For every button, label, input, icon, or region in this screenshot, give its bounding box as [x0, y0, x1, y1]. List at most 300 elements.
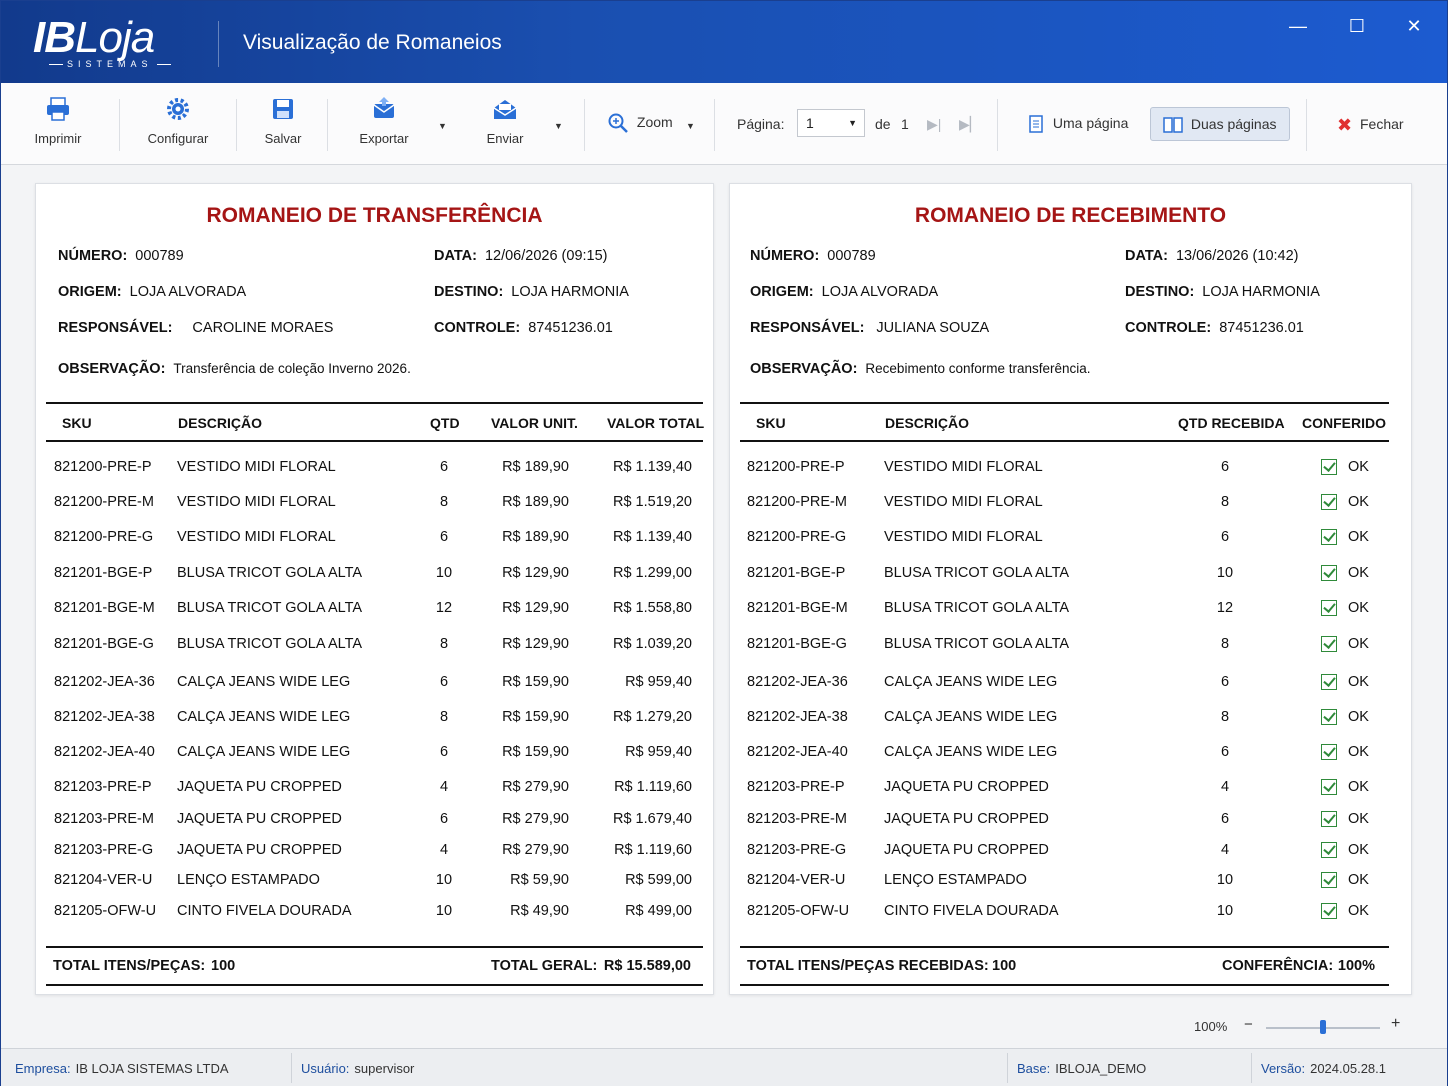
field-label: ORIGEM:: [750, 284, 814, 300]
checkbox-checked-icon: [1321, 529, 1337, 545]
cell-sku: 821203-PRE-M: [747, 811, 847, 827]
cell-sku: 821201-BGE-M: [747, 600, 848, 616]
logo-ib: IB: [33, 13, 75, 62]
cell-descricao: JAQUETA PU CROPPED: [177, 779, 342, 795]
cell-descricao: VESTIDO MIDI FLORAL: [884, 494, 1043, 510]
zoom-value: 100%: [1194, 1019, 1228, 1034]
cell-sku: 821200-PRE-P: [54, 459, 152, 475]
transfer-title: ROMANEIO DE TRANSFERÊNCIA: [206, 204, 543, 227]
checkbox-checked-icon: [1321, 636, 1337, 652]
field-value: LOJA ALVORADA: [129, 284, 247, 300]
receipt-origem: [750, 284, 938, 300]
cell-qtd-recebida: 8: [1220, 636, 1230, 652]
cell-qtd-recebida: 8: [1220, 709, 1230, 725]
export-button[interactable]: [353, 95, 415, 146]
receipt-destino: [1125, 284, 1320, 300]
zoom-in-button[interactable]: +: [1391, 1015, 1401, 1032]
cell-valor-total: R$ 959,40: [625, 674, 692, 690]
cell-sku: 821203-PRE-M: [54, 811, 154, 827]
transfer-numero: [58, 248, 184, 264]
toolbar-separator: [1306, 99, 1307, 151]
table-row: [46, 837, 703, 867]
field-value: 000789: [135, 248, 184, 264]
field-label: DATA:: [434, 248, 477, 264]
table-row: [740, 454, 1389, 484]
magnifier-icon: [607, 112, 629, 134]
title-separator: [218, 21, 219, 67]
transfer-table-footer: [46, 946, 703, 986]
field-value: 12/06/2026 (09:15): [484, 248, 608, 264]
cell-sku: 821202-JEA-38: [747, 709, 848, 725]
total-received-label: TOTAL ITENS/PEÇAS RECEBIDAS:: [747, 958, 989, 974]
cell-descricao: JAQUETA PU CROPPED: [177, 842, 342, 858]
cell-qtd: 6: [439, 529, 449, 545]
table-row: [46, 595, 703, 625]
checkbox-checked-icon: [1321, 459, 1337, 475]
field-value: 87451236.01: [528, 320, 613, 336]
save-label: Salvar: [264, 131, 302, 146]
table-row: [740, 669, 1389, 699]
cell-qtd: 6: [439, 459, 449, 475]
checkbox-checked-icon: [1321, 709, 1337, 725]
receipt-title: ROMANEIO DE RECEBIMENTO: [914, 204, 1227, 227]
cell-conferido: OK: [1348, 779, 1369, 795]
cell-qtd: 6: [439, 744, 449, 760]
cell-sku: 821201-BGE-P: [54, 565, 153, 581]
cell-qtd-recebida: 6: [1220, 529, 1230, 545]
cell-sku: 821201-BGE-G: [54, 636, 154, 652]
field-label: NÚMERO:: [58, 248, 128, 264]
cell-descricao: VESTIDO MIDI FLORAL: [177, 459, 336, 475]
total-items-value: 100: [211, 958, 236, 974]
cell-conferido: OK: [1348, 494, 1369, 510]
toolbar-separator: [584, 99, 585, 151]
zoom-button[interactable]: [607, 112, 673, 134]
cell-sku: 821205-OFW-U: [747, 903, 850, 919]
receipt-data: [1125, 248, 1299, 264]
zoom-out-button[interactable]: −: [1244, 1016, 1253, 1033]
mail-icon: [491, 95, 519, 123]
receipt-page: [729, 183, 1412, 995]
cell-qtd-recebida: 4: [1220, 842, 1230, 858]
floppy-icon: [269, 95, 297, 123]
maximize-button[interactable]: ☐: [1348, 16, 1366, 36]
cell-valor-unit: R$ 129,90: [502, 600, 569, 616]
cell-sku: 821205-OFW-U: [54, 903, 157, 919]
field-value: CAROLINE MORAES: [192, 320, 334, 336]
cell-valor-unit: R$ 159,90: [502, 744, 569, 760]
toolbar-separator: [327, 99, 328, 151]
table-row: [46, 898, 703, 928]
checkbox-checked-icon: [1321, 494, 1337, 510]
cell-valor-unit: R$ 189,90: [502, 529, 569, 545]
of-label: de: [875, 116, 891, 132]
table-row: [740, 806, 1389, 836]
cell-conferido: OK: [1348, 636, 1369, 652]
cell-qtd-recebida: 6: [1220, 459, 1230, 475]
cell-qtd: 8: [439, 709, 449, 725]
cell-descricao: CALÇA JEANS WIDE LEG: [884, 744, 1058, 760]
field-label: ORIGEM:: [58, 284, 122, 300]
cell-descricao: VESTIDO MIDI FLORAL: [884, 459, 1043, 475]
two-pages-icon: [1163, 116, 1183, 134]
col-conferido: CONFERIDO: [1302, 415, 1386, 431]
cell-qtd: 6: [439, 811, 449, 827]
table-row: [740, 489, 1389, 519]
cell-descricao: BLUSA TRICOT GOLA ALTA: [177, 565, 363, 581]
configure-label: Configurar: [147, 131, 209, 146]
page-select-value: 1: [806, 115, 814, 131]
cell-sku: 821202-JEA-36: [54, 674, 155, 690]
receipt-observacao: [750, 361, 1091, 377]
cell-conferido: OK: [1348, 600, 1369, 616]
cell-valor-total: R$ 1.119,60: [614, 842, 692, 858]
cell-conferido: OK: [1348, 872, 1369, 888]
next-page-icon[interactable]: ▶|: [927, 116, 942, 132]
cell-descricao: JAQUETA PU CROPPED: [884, 842, 1049, 858]
cell-qtd: 8: [439, 636, 449, 652]
gear-icon: [164, 95, 192, 123]
cell-valor-total: R$ 1.119,60: [614, 779, 692, 795]
cell-valor-unit: R$ 129,90: [502, 636, 569, 652]
field-label: DESTINO:: [1125, 284, 1195, 300]
field-label: DESTINO:: [434, 284, 504, 300]
table-row: [46, 489, 703, 519]
cell-descricao: CALÇA JEANS WIDE LEG: [884, 709, 1058, 725]
transfer-origem: [58, 284, 246, 300]
table-row: [46, 739, 703, 769]
table-row: [740, 595, 1389, 625]
cell-descricao: VESTIDO MIDI FLORAL: [177, 494, 336, 510]
close-report-button[interactable]: [1325, 107, 1416, 141]
field-label: CONTROLE:: [1125, 320, 1212, 336]
table-row: [740, 739, 1389, 769]
chevron-down-icon: ▼: [848, 118, 857, 128]
status-value: supervisor: [354, 1061, 415, 1076]
cell-valor-unit: R$ 129,90: [502, 565, 569, 581]
cell-qtd: 6: [439, 674, 449, 690]
table-row: [46, 669, 703, 699]
table-row: [740, 560, 1389, 590]
close-report-label: Fechar: [1359, 116, 1404, 133]
cell-descricao: CINTO FIVELA DOURADA: [884, 903, 1059, 919]
total-received-value: 100: [992, 958, 1017, 974]
field-value: 13/06/2026 (10:42): [1175, 248, 1299, 264]
checkbox-checked-icon: [1321, 600, 1337, 616]
cell-valor-total: R$ 1.139,40: [612, 459, 692, 475]
cell-qtd-recebida: 8: [1220, 494, 1230, 510]
status-value: IBLOJA_DEMO: [1055, 1061, 1147, 1076]
table-row: [740, 774, 1389, 804]
configure-button[interactable]: [141, 95, 215, 146]
printer-icon: [44, 95, 72, 123]
checkbox-checked-icon: [1321, 903, 1337, 919]
send-dropdown-icon[interactable]: ▼: [554, 121, 563, 131]
cell-qtd: 4: [439, 842, 449, 858]
cell-valor-unit: R$ 159,90: [502, 674, 569, 690]
single-page-label: Uma página: [1052, 115, 1129, 131]
transfer-data: [434, 248, 608, 264]
transfer-destino: [434, 284, 629, 300]
cell-valor-total: R$ 1.279,20: [612, 709, 692, 725]
cell-valor-total: R$ 959,40: [625, 744, 692, 760]
single-page-button[interactable]: [1015, 107, 1140, 141]
cell-descricao: JAQUETA PU CROPPED: [884, 811, 1049, 827]
checkbox-checked-icon: [1321, 811, 1337, 827]
cell-conferido: OK: [1348, 903, 1369, 919]
cell-sku: 821202-JEA-38: [54, 709, 155, 725]
page-label: Página:: [737, 116, 785, 132]
cell-qtd-recebida: 10: [1216, 872, 1234, 888]
toolbar-separator: [236, 99, 237, 151]
field-value: Recebimento conforme transferência.: [865, 361, 1091, 376]
cell-sku: 821200-PRE-P: [747, 459, 845, 475]
cell-valor-total: R$ 1.299,00: [612, 565, 692, 581]
send-button[interactable]: [479, 95, 531, 146]
single-page-icon: [1027, 115, 1045, 133]
receipt-table-footer: [740, 946, 1389, 986]
total-items-label: TOTAL ITENS/PEÇAS:: [53, 958, 206, 974]
field-value: LOJA HARMONIA: [511, 284, 629, 300]
col-sku: SKU: [62, 415, 92, 431]
cell-sku: 821203-PRE-G: [747, 842, 847, 858]
field-label: RESPONSÁVEL:: [58, 320, 173, 336]
checkbox-checked-icon: [1321, 674, 1337, 690]
receipt-controle: [1125, 320, 1304, 336]
cell-sku: 821202-JEA-40: [747, 744, 848, 760]
toolbar-separator: [997, 99, 998, 151]
cell-descricao: CALÇA JEANS WIDE LEG: [884, 674, 1058, 690]
cell-descricao: BLUSA TRICOT GOLA ALTA: [177, 600, 363, 616]
cell-valor-unit: R$ 59,90: [510, 872, 569, 888]
table-row: [740, 837, 1389, 867]
zoom-label: Zoom: [636, 113, 673, 130]
cell-sku: 821200-PRE-M: [54, 494, 154, 510]
cell-sku: 821203-PRE-P: [54, 779, 152, 795]
receipt-numero: [750, 248, 876, 264]
cell-qtd-recebida: 10: [1216, 565, 1234, 581]
status-separator: [1007, 1053, 1008, 1083]
col-descricao: DESCRIÇÃO: [178, 415, 263, 431]
field-value: LOJA ALVORADA: [821, 284, 939, 300]
table-row: [46, 774, 703, 804]
cell-descricao: CALÇA JEANS WIDE LEG: [177, 709, 351, 725]
cell-qtd: 10: [435, 903, 453, 919]
cell-qtd: 12: [435, 600, 453, 616]
transfer-table-header: [46, 402, 703, 442]
cell-qtd: 4: [439, 779, 449, 795]
status-label: Empresa:: [15, 1061, 71, 1076]
cell-descricao: CALÇA JEANS WIDE LEG: [177, 744, 351, 760]
status-value: IB LOJA SISTEMAS LTDA: [75, 1061, 229, 1076]
cell-descricao: BLUSA TRICOT GOLA ALTA: [884, 600, 1070, 616]
cell-qtd: 10: [435, 872, 453, 888]
export-icon: [370, 95, 398, 123]
cell-qtd: 10: [435, 565, 453, 581]
col-valor-total: VALOR TOTAL: [607, 415, 705, 431]
field-label: OBSERVAÇÃO:: [750, 361, 858, 377]
status-usuario: [301, 1061, 414, 1076]
table-row: [740, 704, 1389, 734]
cell-descricao: BLUSA TRICOT GOLA ALTA: [884, 565, 1070, 581]
status-label: Base:: [1017, 1061, 1051, 1076]
cell-valor-unit: R$ 49,90: [510, 903, 569, 919]
cell-sku: 821202-JEA-36: [747, 674, 848, 690]
toolbar-separator: [714, 99, 715, 151]
close-window-button[interactable]: ✕: [1406, 16, 1422, 36]
logo-word: Loja: [75, 13, 155, 62]
col-valor-unit: VALOR UNIT.: [491, 415, 578, 431]
cell-conferido: OK: [1348, 811, 1369, 827]
cell-sku: 821203-PRE-G: [54, 842, 154, 858]
logo-sub: SISTEMAS: [45, 59, 193, 69]
status-bar: [1, 1048, 1447, 1086]
cell-valor-unit: R$ 189,90: [502, 494, 569, 510]
status-empresa: [15, 1061, 229, 1076]
cell-valor-unit: R$ 189,90: [502, 459, 569, 475]
cell-sku: 821201-BGE-P: [747, 565, 846, 581]
table-row: [46, 454, 703, 484]
send-label: Enviar: [486, 131, 524, 146]
cell-valor-total: R$ 1.519,20: [612, 494, 692, 510]
cell-descricao: LENÇO ESTAMPADO: [884, 872, 1027, 888]
page-select[interactable]: [797, 109, 865, 137]
cell-conferido: OK: [1348, 674, 1369, 690]
cell-sku: 821202-JEA-40: [54, 744, 155, 760]
total-geral-value: R$ 15.589,00: [603, 958, 691, 974]
cell-valor-unit: R$ 279,90: [502, 842, 569, 858]
zoom-dropdown-icon[interactable]: ▼: [686, 121, 695, 131]
two-pages-label: Duas páginas: [1190, 116, 1277, 132]
cell-qtd: 8: [439, 494, 449, 510]
export-label: Exportar: [359, 131, 409, 146]
cell-qtd-recebida: 12: [1216, 600, 1234, 616]
toolbar: [1, 83, 1447, 165]
print-button[interactable]: [27, 95, 89, 146]
zoom-slider-thumb[interactable]: [1320, 1020, 1326, 1034]
cell-sku: 821204-VER-U: [54, 872, 153, 888]
field-label: RESPONSÁVEL:: [750, 320, 865, 336]
window-title: Visualização de Romaneios: [243, 31, 502, 54]
cell-sku: 821203-PRE-P: [747, 779, 845, 795]
field-label: OBSERVAÇÃO:: [58, 361, 166, 377]
cell-qtd-recebida: 6: [1220, 744, 1230, 760]
field-label: NÚMERO:: [750, 248, 820, 264]
checkbox-checked-icon: [1321, 565, 1337, 581]
status-separator: [1251, 1053, 1252, 1083]
cell-sku: 821201-BGE-G: [747, 636, 847, 652]
checkbox-checked-icon: [1321, 779, 1337, 795]
col-descricao: DESCRIÇÃO: [885, 415, 970, 431]
table-row: [740, 867, 1389, 897]
field-value: LOJA HARMONIA: [1202, 284, 1320, 300]
cell-qtd-recebida: 6: [1220, 674, 1230, 690]
field-value: JULIANA SOUZA: [876, 320, 990, 336]
cell-qtd-recebida: 10: [1216, 903, 1234, 919]
cell-conferido: OK: [1348, 565, 1369, 581]
app-logo: [33, 13, 193, 75]
title-bar: [1, 1, 1447, 83]
preview-area: [1, 166, 1447, 1046]
cell-conferido: OK: [1348, 744, 1369, 760]
col-sku: SKU: [756, 415, 786, 431]
table-row: [740, 631, 1389, 661]
toolbar-separator: [119, 99, 120, 151]
status-base: [1017, 1061, 1146, 1076]
cell-descricao: BLUSA TRICOT GOLA ALTA: [884, 636, 1070, 652]
cell-conferido: OK: [1348, 529, 1369, 545]
cell-descricao: BLUSA TRICOT GOLA ALTA: [177, 636, 363, 652]
cell-qtd-recebida: 6: [1220, 811, 1230, 827]
status-label: Versão:: [1261, 1061, 1306, 1076]
cell-valor-total: R$ 1.679,40: [612, 811, 692, 827]
cell-valor-total: R$ 599,00: [625, 872, 692, 888]
col-qtd: QTD: [430, 415, 460, 431]
status-label: Usuário:: [301, 1061, 350, 1076]
table-row: [46, 631, 703, 661]
cell-sku: 821204-VER-U: [747, 872, 846, 888]
cell-descricao: LENÇO ESTAMPADO: [177, 872, 320, 888]
cell-descricao: VESTIDO MIDI FLORAL: [177, 529, 336, 545]
two-pages-button[interactable]: [1150, 107, 1290, 141]
cell-qtd-recebida: 4: [1220, 779, 1230, 795]
field-value: 87451236.01: [1219, 320, 1304, 336]
print-label: Imprimir: [34, 131, 82, 146]
export-dropdown-icon[interactable]: ▼: [438, 121, 447, 131]
page-total: 1: [901, 116, 909, 132]
cell-valor-total: R$ 499,00: [625, 903, 692, 919]
receipt-responsavel: [750, 320, 989, 336]
table-row: [46, 524, 703, 554]
cell-descricao: JAQUETA PU CROPPED: [177, 811, 342, 827]
receipt-table-header: [740, 402, 1389, 442]
cell-descricao: JAQUETA PU CROPPED: [884, 779, 1049, 795]
close-x-icon: ✖: [1337, 115, 1353, 135]
last-page-icon[interactable]: ▶▏: [959, 116, 981, 132]
checkbox-checked-icon: [1321, 872, 1337, 888]
conferencia-value: 100%: [1337, 958, 1375, 974]
status-value: 2024.05.28.1: [1310, 1061, 1386, 1076]
cell-valor-unit: R$ 159,90: [502, 709, 569, 725]
table-row: [46, 806, 703, 836]
cell-valor-unit: R$ 279,90: [502, 811, 569, 827]
total-geral-label: TOTAL GERAL:: [491, 958, 598, 974]
field-value: 000789: [827, 248, 876, 264]
cell-sku: 821200-PRE-G: [54, 529, 154, 545]
transfer-page: [35, 183, 714, 995]
cell-valor-total: R$ 1.039,20: [612, 636, 692, 652]
table-row: [46, 560, 703, 590]
cell-valor-total: R$ 1.139,40: [612, 529, 692, 545]
cell-descricao: CALÇA JEANS WIDE LEG: [177, 674, 351, 690]
table-row: [740, 898, 1389, 928]
cell-descricao: VESTIDO MIDI FLORAL: [884, 529, 1043, 545]
col-qtd-recebida: QTD RECEBIDA: [1178, 415, 1285, 431]
status-versao: [1261, 1061, 1386, 1076]
checkbox-checked-icon: [1321, 744, 1337, 760]
cell-sku: 821200-PRE-M: [747, 494, 847, 510]
cell-valor-unit: R$ 279,90: [502, 779, 569, 795]
cell-conferido: OK: [1348, 709, 1369, 725]
field-label: CONTROLE:: [434, 320, 521, 336]
transfer-responsavel: [58, 320, 333, 336]
save-button[interactable]: [257, 95, 309, 146]
minimize-button[interactable]: —: [1289, 16, 1307, 36]
field-label: DATA:: [1125, 248, 1168, 264]
cell-valor-total: R$ 1.558,80: [612, 600, 692, 616]
checkbox-checked-icon: [1321, 842, 1337, 858]
field-value: Transferência de coleção Inverno 2026.: [173, 361, 411, 376]
